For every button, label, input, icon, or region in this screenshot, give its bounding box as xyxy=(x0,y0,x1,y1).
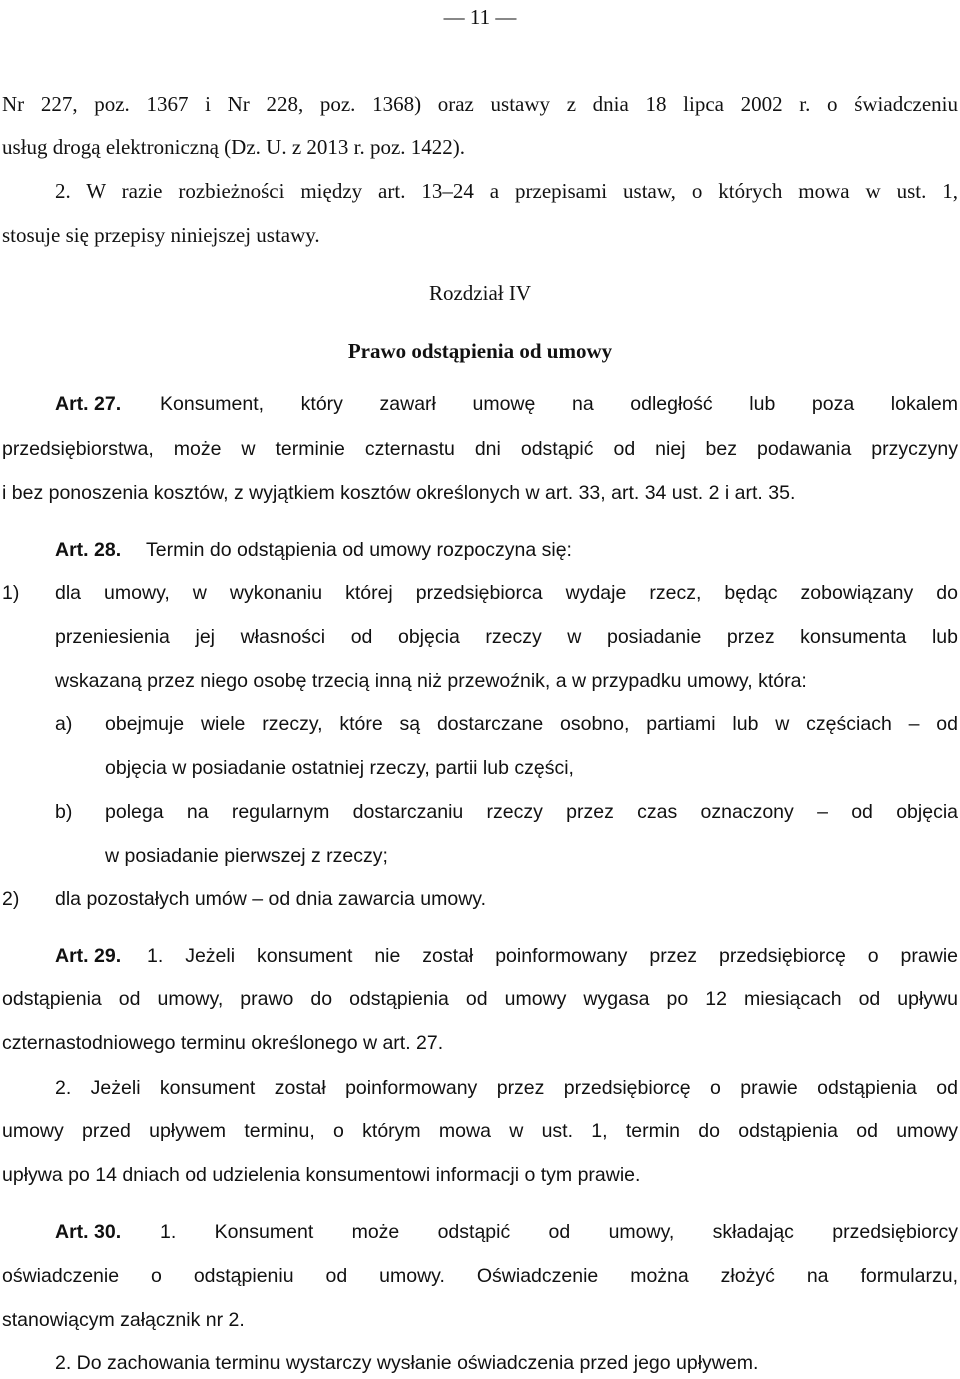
text-line: Termin do odstąpienia od umowy rozpoczyna się: xyxy=(146,539,572,561)
text-line: usług drogą elektroniczną (Dz. U. z 2013 r. poz. 1422). xyxy=(2,135,466,159)
text-line: stanowiącym załącznik nr 2. xyxy=(2,1309,245,1331)
text-line: stosuje się przepisy niniejszej ustawy. xyxy=(2,223,320,247)
text-line: odstąpienia od umowy, prawo do odstąpienia od umowy wygasa po 12 miesiącach od upływu xyxy=(2,988,958,1010)
subpoint-label: a) xyxy=(55,713,73,735)
article-label: Art. 30. xyxy=(55,1221,122,1243)
article-label: Art. 27. xyxy=(55,393,122,415)
text-line: przeniesienia jej własności od objęcia rzeczy w posiadanie przez konsumenta lub xyxy=(55,626,958,648)
text-line: i bez ponoszenia kosztów, z wyjątkiem kosztów określonych w art. 33, art. 34 ust. 2 i art. 35. xyxy=(2,482,796,504)
page-number: — 11 — xyxy=(443,5,517,29)
text-line: oświadczenie o odstąpieniu od umowy. Oświadczenie można złożyć na formularzu, xyxy=(2,1265,958,1287)
text-line: Nr 227, poz. 1367 i Nr 228, poz. 1368) oraz ustawy z dnia 18 lipca 2002 r. o świadczeniu xyxy=(2,92,958,116)
article-label: Art. 29. xyxy=(55,945,122,967)
text-line: polega na regularnym dostarczaniu rzeczy przez czas oznaczony – od objęcia xyxy=(105,801,958,823)
text-line: w posiadanie pierwszej z rzeczy; xyxy=(105,845,388,867)
text-line: dla umowy, w wykonaniu której przedsiębiorca wydaje rzecz, będąc zobowiązany do xyxy=(55,582,958,604)
text-line: czternastodniowego terminu określonego w art. 27. xyxy=(2,1032,444,1054)
text-line: umowy przed upływem terminu, o którym mowa w ust. 1, termin do odstąpienia od umowy xyxy=(2,1120,958,1142)
point-label: 2) xyxy=(2,888,20,910)
text-line: 2. Jeżeli konsument został poinformowany przez przedsiębiorcę o prawie odstąpienia od xyxy=(55,1077,958,1099)
subpoint-label: b) xyxy=(55,801,73,823)
article-label: Art. 28. xyxy=(55,539,122,561)
text-line: wskazaną przez niego osobę trzecią inną niż przewoźnik, a w przypadku umowy, która: xyxy=(55,670,807,692)
text-line: 1. Jeżeli konsument nie został poinformowany przez przedsiębiorcę o prawie xyxy=(147,945,958,967)
text-line: obejmuje wiele rzeczy, które są dostarczane osobno, partiami lub w częściach – od xyxy=(105,713,958,735)
text-line: Konsument, który zawarł umowę na odległość lub poza lokalem xyxy=(160,393,958,415)
text-line: dla pozostałych umów – od dnia zawarcia umowy. xyxy=(55,888,487,910)
text-line: upływa po 14 dniach od udzielenia konsumentowi informacji o tym prawie. xyxy=(2,1164,641,1186)
point-label: 1) xyxy=(2,582,20,604)
text-line: objęcia w posiadanie ostatniej rzeczy, partii lub części, xyxy=(105,757,574,779)
text-line: 2. Do zachowania terminu wystarczy wysłanie oświadczenia przed jego upływem. xyxy=(55,1352,759,1374)
text-line: przedsiębiorstwa, może w terminie czternastu dni odstąpić od niej bez podawania przyczyny xyxy=(2,438,958,460)
chapter-title: Prawo odstąpienia od umowy xyxy=(347,339,613,363)
chapter-number: Rozdział IV xyxy=(428,281,532,305)
text-line: 1. Konsument może odstąpić od umowy, składając przedsiębiorcy xyxy=(160,1221,958,1243)
text-line: 2. W razie rozbieżności między art. 13–24 a przepisami ustaw, o których mowa w ust. 1, xyxy=(55,179,958,203)
